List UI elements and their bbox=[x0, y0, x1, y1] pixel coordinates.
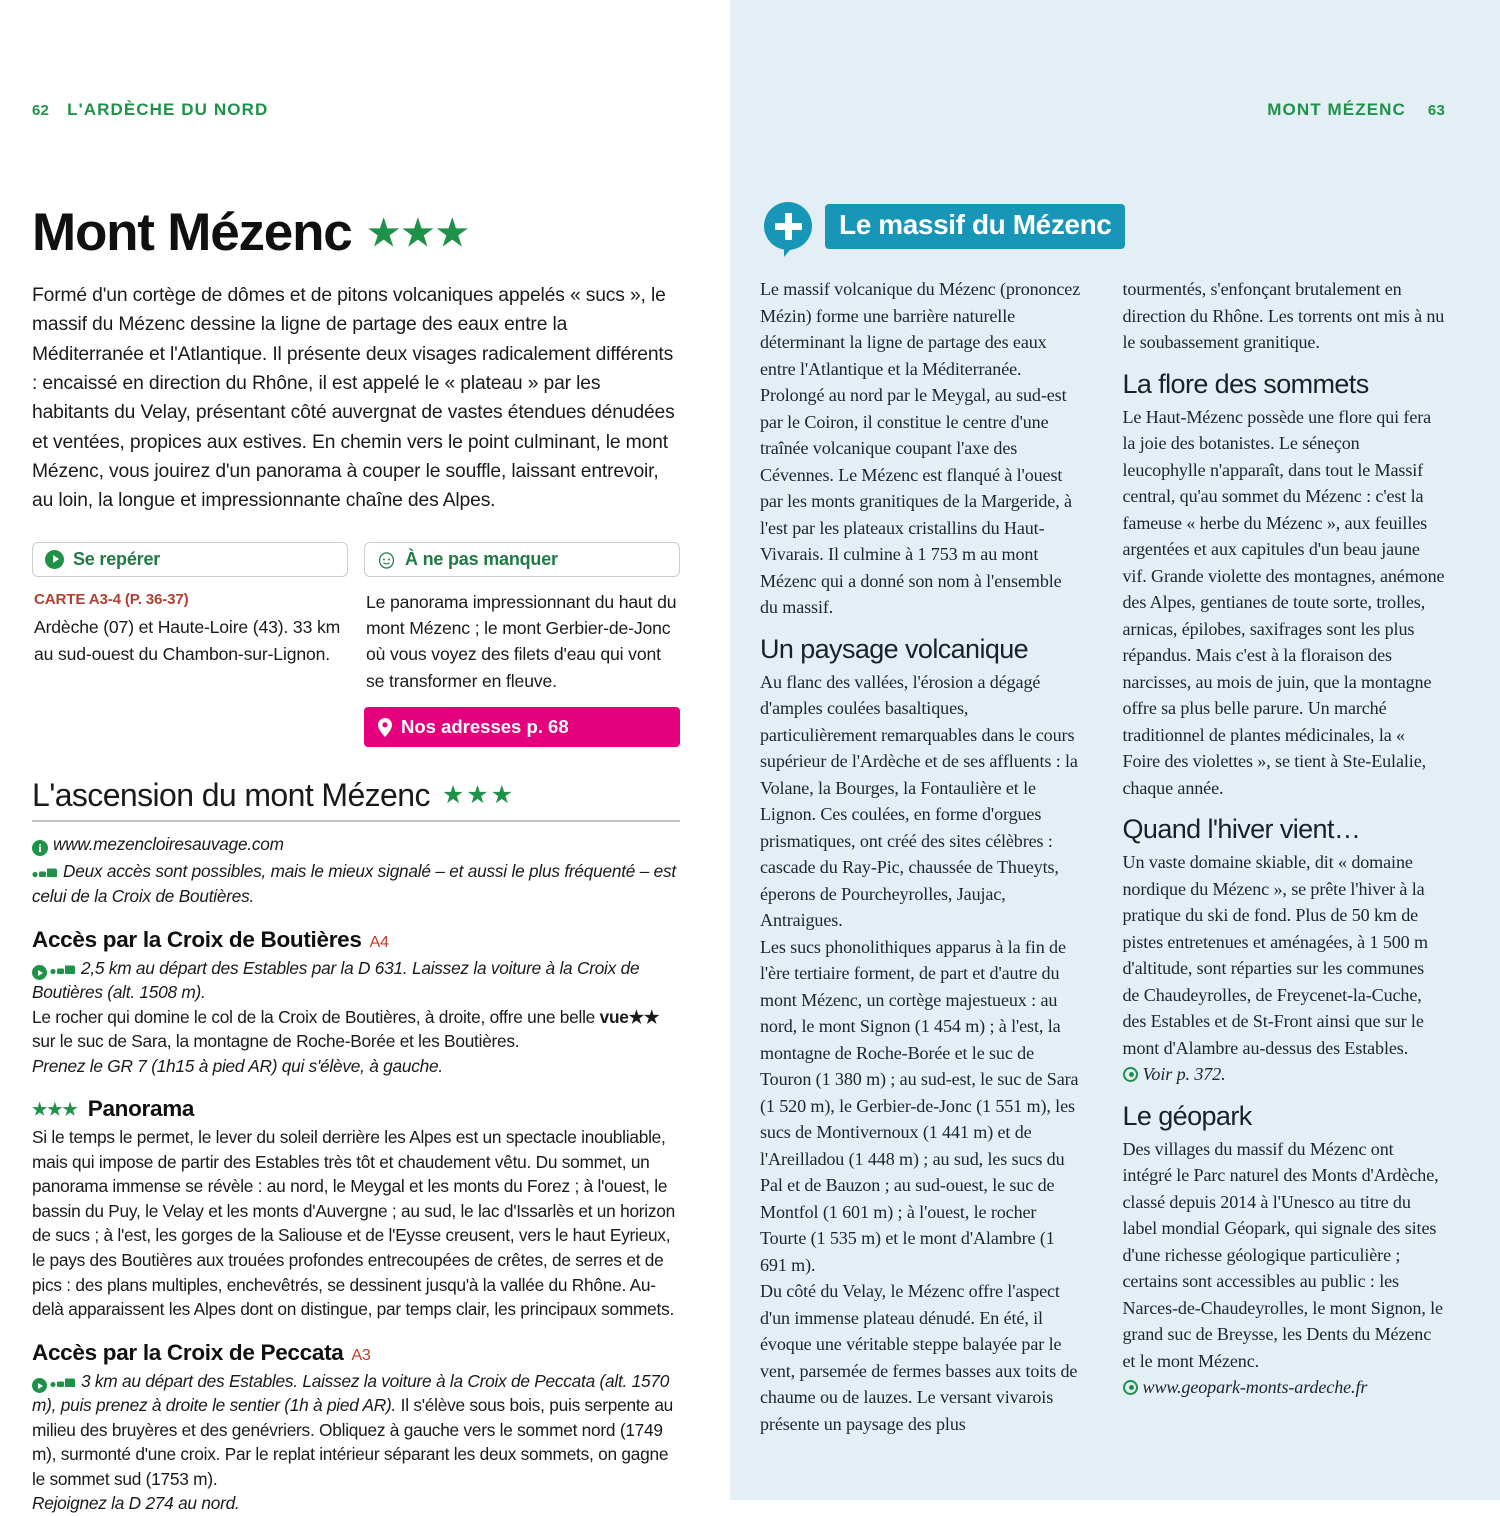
col2-see-reference bbox=[1123, 1061, 1446, 1088]
locate-box-text: Ardèche (07) et Haute-Loire (43). 33 km au sud-ouest du Chambon-sur-Lignon. bbox=[34, 617, 341, 664]
col2-see-text: Voir p. 372. bbox=[1142, 1064, 1226, 1084]
running-title-right: MONT MÉZENC bbox=[1267, 100, 1406, 119]
ascent-heading-text: L'ascension du mont Mézenc bbox=[32, 777, 430, 814]
col1-paragraph-2: Au flanc des vallées, l'érosion a dégagé d'amples coulées basaltiques, particulièrement remarquables dans le cours supérieur de l'Ardèche et de ses affluents : la Volane, la Bourges, la Fontaulière et le Lignon. Ces coulées, en forme d'orgues prismatiques, ont créé des sites célèbres : cascade du Ray-Pic, chaussée de Thueyts, éperons de Pourcheyrolles, Jaujac, Antraigues. bbox=[760, 671, 1078, 930]
access-note-text: Deux accès sont possibles, mais le mieux signalé – et aussi le plus fréquenté – est celui de la Croix de Boutières. bbox=[32, 860, 676, 906]
col1-paragraph-3: Les sucs phonolithiques apparus à la fin de l'ère tertiaire forment, de part et d'autre du mont Mézenc, un cortège majestueux : au nord, le mont Signon (1 454 m) ; à l'est, la montagne de Roche-Borée et le suc de Touron (1 380 m) ; au sud-est, le suc de Sara (1 520 m), le Gerbier-de-Jonc (1 551 m), les sucs de Montivernoux (1 441 m) et de l'Areilladou (1 448 m) ; au sud, les sucs du Pal et de Bauzon ; au sud-ouest, le suc de Montfol (1 601 m) ; à l'ouest, le rocher Tourte (1 535 m) et le mont d'Alambre (1 691 m). bbox=[760, 936, 1079, 1275]
locate-box-body bbox=[32, 577, 348, 668]
rating-stars: ★★★ bbox=[367, 211, 471, 253]
play-circle-small-icon bbox=[32, 965, 47, 980]
boutieres-description bbox=[32, 1005, 680, 1054]
mustsee-box bbox=[364, 542, 680, 748]
info-boxes-row bbox=[32, 542, 680, 748]
website-line bbox=[32, 832, 680, 857]
website-url: www.mezencloiresauvage.com bbox=[53, 833, 284, 854]
feature-column-2 bbox=[1123, 276, 1446, 1437]
panorama-text: Si le temps le permet, le lever du soleil derrière les Alpes est un spectacle inoubliable, mais qui impose de partir des Estables très tôt et chaudement vêtu. Du sommet, un panorama immense se révèle : au nord, le Meygal et les monts du Forez ; à l'ouest, le bassin du Puy, le Velay et les monts d'Auvergne ; au sud, le lac d'Issarlès et un horizon de sucs ; à l'est, les gorges de la Saliouse et de l'Eysse creusent, vers le haut Eyrieux, le pays des Boutières aux trouées profondes entrecoupées de crêtes, de serres et de pics : des plans multiples, enchevêtrés, se dessinent jusqu'à la vallée du Rhône. Au-delà apparaissent les Alpes dont on distingue, par temps clair, les principaux sommets. bbox=[32, 1127, 676, 1320]
col2-heading-flora: La flore des sommets bbox=[1122, 368, 1369, 399]
boutieres-trail-note: Prenez le GR 7 (1h15 à pied AR) qui s'élève, à gauche. bbox=[32, 1055, 443, 1076]
col1-heading-volcanic: Un paysage volcanique bbox=[760, 633, 1029, 664]
car-icon bbox=[50, 1375, 76, 1389]
col2-website: www.geopark-monts-ardeche.fr bbox=[1142, 1377, 1368, 1397]
boutieres-directions-text: 2,5 km au départ des Estables par la D 631. Laissez la voiture à la Croix de Boutières (alt. 1508 m). bbox=[32, 957, 640, 1003]
smiley-egg-icon bbox=[377, 550, 396, 569]
col2-paragraph-4: Des villages du massif du Mézenc ont intégré le Parc naturel des Monts d'Ardèche, classé depuis 2014 à l'Unesco au titre du label mondial Géopark, qui signale des sites d'une richesse géologique particulière ; certains sont accessibles au public : les Narces-de-Chaudeyrolles, le mont Signon, le grand suc de Breysse, les Dents du Mézenc et le mont Mézenc. bbox=[1122, 1138, 1443, 1371]
right-page bbox=[730, 0, 1500, 1500]
boutieres-view-rating: vue★★ bbox=[599, 1006, 660, 1027]
mustsee-box-label: À ne pas manquer bbox=[405, 548, 558, 569]
intro-paragraph: Formé d'un cortège de dômes et de pitons volcaniques appelés « sucs », le massif du Mézenc dessine la ligne de partage des eaux entre la Méditerranée et l'Atlantique. Il présente deux visages radicalement différents : encaissé en direction du Rhône, il est appelé le « plateau » par les habitants du Velay, présentant côté auvergnat de vastes étendues dénudées et ventées, propices aux estives. En chemin vers le point culminant, le mont Mézenc, vous jouirez d'un panorama à couper le souffle, laissant entrevoir, au loin, la longue et impressionnante chaîne des Alpes. bbox=[32, 285, 675, 512]
boutieres-desc-b: sur le suc de Sara, la montagne de Roche-Borée et les Boutières. bbox=[32, 1031, 520, 1052]
page-title-text: Mont Mézenc bbox=[32, 203, 352, 262]
eye-reference-icon bbox=[1123, 1067, 1138, 1082]
plus-horizontal-bar bbox=[775, 223, 802, 230]
locate-box-label: Se repérer bbox=[73, 548, 161, 569]
panorama-heading bbox=[32, 1096, 680, 1122]
addresses-button-label: Nos adresses p. 68 bbox=[401, 716, 569, 738]
mustsee-box-body: Le panorama impressionnant du haut du mont Mézenc ; le mont Gerbier-de-Jonc où vous voyez des filets d'eau qui vont se transformer en fleuve. bbox=[366, 591, 677, 691]
peccata-directions-italic: 3 km au départ des Estables. Laissez la voiture à la Croix de Peccata (alt. 1570 m), puis prenez à droite le sentier (1h à pied AR). bbox=[32, 1370, 670, 1416]
peccata-heading bbox=[32, 1340, 680, 1366]
feature-box-title: Le massif du Mézenc bbox=[825, 204, 1125, 249]
col2-paragraph-1: tourmentés, s'enfonçant brutalement en direction du Rhône. Les torrents ont mis à nu le soubassement granitique. bbox=[1122, 279, 1445, 352]
car-icon bbox=[50, 962, 76, 976]
boutieres-heading bbox=[32, 927, 680, 953]
page-number-right: 63 bbox=[1427, 102, 1445, 119]
boutieres-directions bbox=[32, 956, 680, 1005]
running-title-left: L'ARDÈCHE DU NORD bbox=[67, 100, 269, 119]
ascent-heading bbox=[32, 777, 680, 814]
col2-heading-geopark: Le géopark bbox=[1122, 1100, 1252, 1131]
col2-paragraph-3: Un vaste domaine skiable, dit « domaine nordique du Mézenc », se prête l'hiver à la pratique du ski de fond. Plus de 50 km de pistes entretenues et aménagées, à 1 500 m d'altitude, sont réparties sur les communes de Chaudeyrolles, de Freycenet-la-Cuche, des Estables et de St-Front ainsi que sur le mont d'Alambre au-dessus des Estables. bbox=[1122, 852, 1428, 1058]
section-divider bbox=[32, 820, 680, 822]
access-note bbox=[32, 859, 680, 909]
boutieres-desc-a: Le rocher qui domine le col de la Croix de Boutières, à droite, offre une belle bbox=[32, 1006, 600, 1027]
peccata-map-code: A3 bbox=[351, 1346, 371, 1364]
play-circle-icon bbox=[45, 550, 64, 569]
play-circle-small-icon bbox=[32, 1378, 47, 1393]
locate-box-header bbox=[32, 542, 348, 577]
col2-heading-winter: Quand l'hiver vient… bbox=[1122, 814, 1361, 844]
eye-reference-icon bbox=[1123, 1380, 1138, 1395]
peccata-closing: Rejoignez la D 274 au nord. bbox=[32, 1493, 240, 1514]
peccata-heading-text: Accès par la Croix de Peccata bbox=[32, 1339, 344, 1365]
page-title bbox=[32, 203, 680, 262]
col2-paragraph-2: Le Haut-Mézenc possède une flore qui fera la joie des botanistes. Le séneçon leucophylle n'apparaît, dans tout le Massif central, qu'au sommet du Mézenc : c'est la fameuse « herbe du Mézenc », aux feuilles argentées et aux capitules d'un beau jaune vif. Grande violette des montagnes, anémone des Alpes, gentianes de toute sorte, trolles, arnicas, épilobes, saxifrages sont les plus répandus. Mais c'est à la floraison des narcisses, au mois de juin, que la montagne offre sa plus belle parure. Un marché traditionnel de plantes médicinales, la « Foire des violettes », se tient à Ste-Eulalie, chaque année. bbox=[1122, 406, 1445, 798]
feature-column-1 bbox=[760, 276, 1083, 1437]
map-reference: CARTE A3-4 (P. 36-37) bbox=[34, 590, 189, 608]
left-page bbox=[0, 0, 730, 1514]
col1-paragraph-4: Du côté du Velay, le Mézenc offre l'aspect d'un immense plateau dénudé. En été, il évoque une véritable steppe balayée par le vent, parsemée de fermes basses aux toits de chaume ou de lauzes. Le versant vivarois présente un paysage des plus bbox=[760, 1281, 1078, 1434]
plus-bubble-icon bbox=[764, 202, 812, 250]
left-running-head bbox=[32, 100, 680, 120]
mustsee-box-header bbox=[364, 542, 680, 577]
map-pin-icon bbox=[378, 718, 392, 737]
peccata-directions bbox=[32, 1369, 680, 1492]
info-icon: i bbox=[32, 840, 48, 856]
locate-box bbox=[32, 542, 348, 668]
feature-box-columns bbox=[760, 276, 1445, 1437]
col2-website-line bbox=[1123, 1374, 1446, 1401]
feature-box-header bbox=[764, 202, 1445, 250]
page-number-left: 62 bbox=[32, 102, 50, 119]
addresses-button[interactable] bbox=[364, 707, 680, 747]
boutieres-heading-text: Accès par la Croix de Boutières bbox=[32, 926, 362, 952]
panorama-heading-text: Panorama bbox=[87, 1096, 195, 1122]
boutieres-map-code: A4 bbox=[369, 933, 389, 951]
col1-paragraph-1: Le massif volcanique du Mézenc (prononcez Mézin) forme une barrière naturelle déterminant la ligne de partage des eaux entre l'Atlantique et la Méditerranée. Prolongé au nord par le Meygal, au sud-est par le Coiron, il constitue le centre d'une traînée volcanique coupant l'axe des Cévennes. Le Mézenc est flanqué à l'ouest par les monts granitiques de la Margeride, à l'est par les plateaux cristallins du Haut-Vivarais. Il culmine à 1 753 m au mont Mézenc qui a donné son nom à l'ensemble du massif. bbox=[760, 279, 1081, 617]
right-running-head bbox=[760, 100, 1445, 120]
car-icon bbox=[32, 865, 58, 879]
peccata-directions-rest: Il s'élève sous bois, puis serpente au milieu des bruyères et des genévriers. Obliquez à gauche vers le sommet nord (1749 m), surmonté d'une croix. Par le replat intérieur séparant les deux sommets, on gagne le sommet sud (1753 m). bbox=[32, 1395, 674, 1489]
ascent-stars: ★★★ bbox=[441, 781, 516, 810]
panorama-stars: ★★★ bbox=[32, 1099, 78, 1119]
